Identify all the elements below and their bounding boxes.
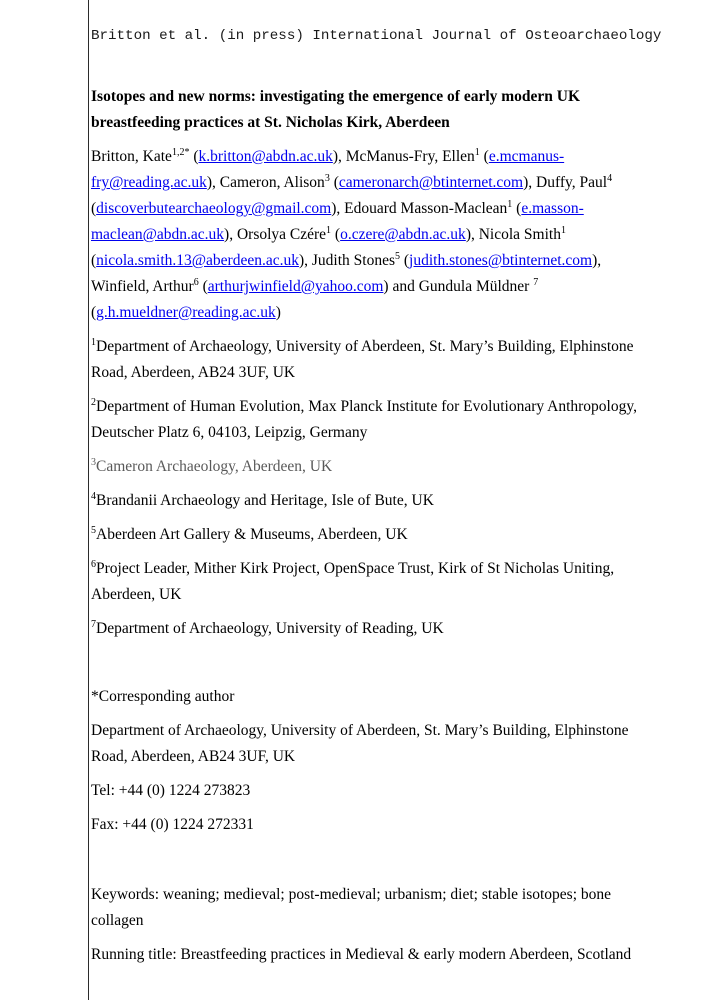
affiliation-number: 3 xyxy=(91,456,96,468)
author-name-text: ( xyxy=(400,252,410,269)
page-content xyxy=(91,28,662,976)
author-name-text: ) and Gundula Müldner xyxy=(383,278,534,295)
email-link[interactable]: cameronarch@btinternet.com xyxy=(338,174,524,191)
keywords-line: Keywords: weaning; medieval; post-medieval; urbanism; diet; stable isotopes; bone collagen xyxy=(91,886,611,929)
affiliation-text: Department of Archaeology, University of Aberdeen, St. Mary’s Building, Elphinstone Road, Aberdeen, AB24 3UF, UK xyxy=(91,338,634,381)
author-affiliation-superscript: 4 xyxy=(607,172,613,184)
author-name-text: ), Edouard Masson-Maclean xyxy=(331,200,508,217)
affiliation xyxy=(91,394,662,446)
email-link[interactable]: judith.stones@btinternet.com xyxy=(409,252,593,269)
affiliation xyxy=(91,334,662,386)
affiliation-number: 1 xyxy=(91,336,96,348)
author-affiliation-superscript: 5 xyxy=(395,250,400,262)
corresponding-author-address: Department of Archaeology, University of Aberdeen, St. Mary’s Building, Elphinstone Road, Aberdeen, AB24 3UF, UK xyxy=(91,722,629,765)
telephone-line: Tel: +44 (0) 1224 273823 xyxy=(91,782,251,799)
affiliation xyxy=(91,454,662,480)
authors-paragraph xyxy=(91,144,662,326)
running-title-line: Running title: Breastfeeding practices in Medieval & early modern Aberdeen, Scotland xyxy=(91,946,632,963)
author-affiliation-superscript: 1 xyxy=(326,224,332,236)
affiliation-number: 7 xyxy=(91,618,96,630)
email-link[interactable]: nicola.smith.13@aberdeen.ac.uk xyxy=(96,252,299,269)
affiliation xyxy=(91,522,662,548)
author-name-text: ( xyxy=(512,200,522,217)
affiliation-text: Project Leader, Mither Kirk Project, OpenSpace Trust, Kirk of St Nicholas Uniting, Aberdeen, UK xyxy=(91,560,615,603)
author-affiliation-superscript: 1 xyxy=(507,198,513,210)
author-affiliation-superscript: 1 xyxy=(474,146,480,158)
affiliation xyxy=(91,556,662,608)
author-affiliation-superscript: 6 xyxy=(193,276,199,288)
email-link[interactable]: o.czere@abdn.ac.uk xyxy=(340,226,466,243)
author-affiliation-superscript: 1,2* xyxy=(171,146,190,158)
author-affiliation-superscript: 1 xyxy=(560,224,566,236)
email-link[interactable]: k.britton@abdn.ac.uk xyxy=(198,148,333,165)
affiliation-text: Cameron Archaeology, Aberdeen, UK xyxy=(96,458,333,475)
author-name-text: ), Cameron, Alison xyxy=(206,174,325,191)
author-affiliation-superscript: 3 xyxy=(324,172,330,184)
affiliation xyxy=(91,616,662,642)
author-name-text: ) xyxy=(275,304,281,321)
author-name-text: ( xyxy=(198,278,208,295)
author-name-text: ), Nicola Smith xyxy=(465,226,561,243)
author-name-text: ( xyxy=(479,148,489,165)
fax-line: Fax: +44 (0) 1224 272331 xyxy=(91,816,254,833)
affiliation-text: Department of Archaeology, University of Reading, UK xyxy=(96,620,444,637)
author-name-text: ( xyxy=(331,226,341,243)
affiliation-text: Brandanii Archaeology and Heritage, Isle of Bute, UK xyxy=(96,492,434,509)
affiliation-number: 2 xyxy=(91,396,96,408)
author-name-text: ), Judith Stones xyxy=(298,252,395,269)
author-name-text: Britton, Kate xyxy=(91,148,172,165)
affiliation-text: Department of Human Evolution, Max Planck Institute for Evolutionary Anthropology, Deutscher Platz 6, 04103, Leipzig, Germany xyxy=(91,398,637,441)
email-link[interactable]: arthurjwinfield@yahoo.com xyxy=(207,278,384,295)
paper-title: Isotopes and new norms: investigating the emergence of early modern UK breastfeeding practices at St. Nicholas Kirk, Aberdeen xyxy=(91,88,581,131)
email-link[interactable]: discoverbutearchaeology@gmail.com xyxy=(96,200,332,217)
author-name-text: ( xyxy=(329,174,339,191)
email-link[interactable]: e.masson-maclean@abdn.ac.uk xyxy=(91,200,584,243)
affiliation-text: Aberdeen Art Gallery & Museums, Aberdeen, UK xyxy=(96,526,408,543)
author-name-text: ), McManus-Fry, Ellen xyxy=(332,148,475,165)
author-name-text: ( xyxy=(91,252,97,269)
email-link[interactable]: g.h.mueldner@reading.ac.uk xyxy=(96,304,276,321)
email-link[interactable]: e.mcmanus-fry@reading.ac.uk xyxy=(91,148,565,191)
journal-running-head: Britton et al. (in press) International Journal of Osteoarchaeology xyxy=(91,28,662,44)
author-name-text: ( xyxy=(91,304,97,321)
author-name-text: ), Duffy, Paul xyxy=(523,174,608,191)
affiliation-number: 4 xyxy=(91,490,96,502)
left-margin-change-bar xyxy=(88,0,89,1000)
author-name-text: ( xyxy=(91,200,97,217)
corresponding-author-label: *Corresponding author xyxy=(91,688,235,705)
author-name-text: ( xyxy=(189,148,199,165)
author-name-text: ), Orsolya Czére xyxy=(224,226,327,243)
affiliation xyxy=(91,488,662,514)
affiliation-number: 6 xyxy=(91,558,96,570)
author-affiliation-superscript: 7 xyxy=(533,276,539,288)
affiliation-number: 5 xyxy=(91,524,96,536)
author-name-text: ), Winfield, Arthur xyxy=(91,252,602,295)
